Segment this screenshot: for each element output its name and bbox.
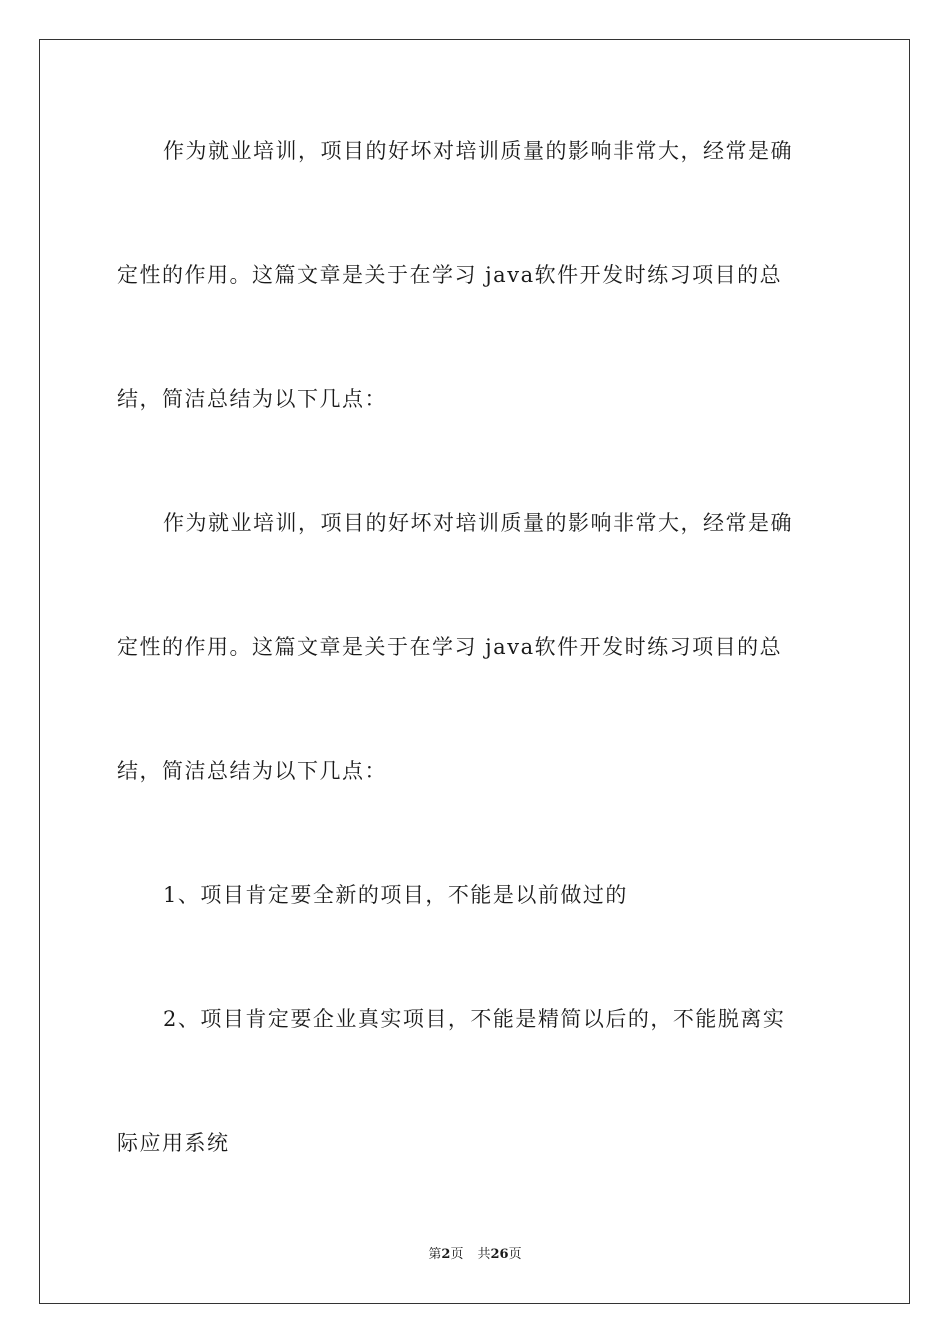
paragraph-1-line-3: 结，简洁总结为以下几点： [117, 387, 387, 411]
paragraph-2-line-3: 结，简洁总结为以下几点： [117, 759, 387, 783]
page-footer [0, 1246, 950, 1264]
paragraph-2-line-1: 作为就业培训，项目的好坏对培训质量的影响非常大，经常是确 [163, 511, 793, 535]
footer-page-prefix: 第 [428, 1247, 442, 1262]
footer-total-suffix: 页 [508, 1247, 522, 1262]
footer-total-prefix: 共 [477, 1247, 491, 1262]
paragraph-1-line-1: 作为就业培训，项目的好坏对培训质量的影响非常大，经常是确 [163, 139, 793, 163]
paragraph-2-line-2: 定性的作用。这篇文章是关于在学习 java软件开发时练习项目的总 [117, 635, 783, 659]
list-item-1: 1、项目肯定要全新的项目，不能是以前做过的 [163, 883, 628, 907]
list-item-2-line-2: 际应用系统 [117, 1131, 230, 1155]
footer-page-number: 2 [441, 1247, 451, 1262]
footer-total-pages: 26 [490, 1247, 509, 1262]
paragraph-1-line-2: 定性的作用。这篇文章是关于在学习 java软件开发时练习项目的总 [117, 263, 783, 287]
footer-page-suffix: 页 [450, 1247, 464, 1262]
list-item-2-line-1: 2、项目肯定要企业真实项目，不能是精简以后的，不能脱离实 [163, 1007, 786, 1031]
page-border [39, 39, 910, 1304]
